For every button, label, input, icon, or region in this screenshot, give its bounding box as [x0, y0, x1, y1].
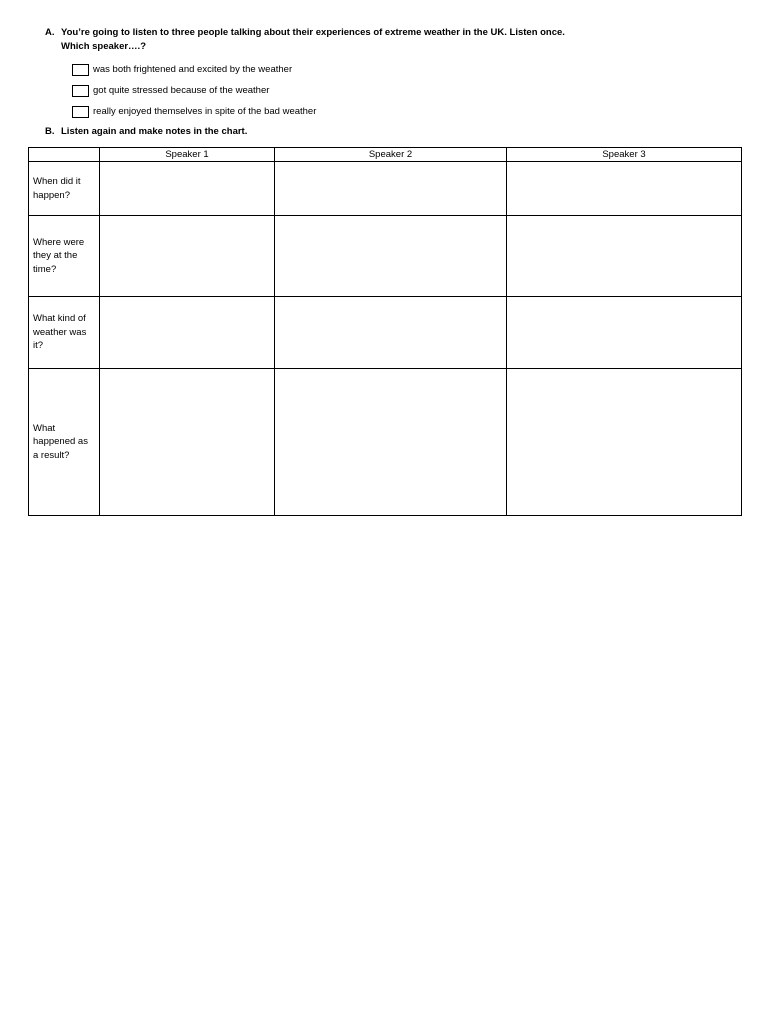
- notes-cell-when-speaker-3[interactable]: [507, 162, 742, 216]
- option-row-2: [72, 84, 269, 98]
- chart-row-weather: [29, 297, 742, 369]
- header-speaker-2: Speaker 2: [275, 148, 507, 162]
- chart-row-when: [29, 162, 742, 216]
- section-b-instruction: [45, 125, 247, 138]
- option-2-checkbox[interactable]: [72, 85, 89, 97]
- chart-row-where: [29, 216, 742, 297]
- section-a-letter: A.: [45, 27, 55, 38]
- notes-cell-result-speaker-2[interactable]: [275, 369, 507, 516]
- chart-row-result: [29, 369, 742, 516]
- chart-corner-cell: [29, 148, 100, 162]
- notes-cell-when-speaker-2[interactable]: [275, 162, 507, 216]
- notes-cell-result-speaker-1[interactable]: [100, 369, 275, 516]
- header-speaker-3: Speaker 3: [507, 148, 742, 162]
- section-b-text: Listen again and make notes in the chart.: [61, 126, 248, 137]
- notes-cell-when-speaker-1[interactable]: [100, 162, 275, 216]
- option-1-label: was both frightened and excited by the weather: [93, 64, 293, 75]
- row-label-result: What happened as a result?: [29, 369, 100, 516]
- option-2-label: got quite stressed because of the weather: [93, 85, 270, 96]
- row-label-when: When did it happen?: [29, 162, 100, 216]
- option-3-label: really enjoyed themselves in spite of the bad weather: [93, 106, 317, 117]
- option-1-checkbox[interactable]: [72, 64, 89, 76]
- section-b-letter: B.: [45, 126, 55, 137]
- notes-cell-result-speaker-3[interactable]: [507, 369, 742, 516]
- option-row-1: [72, 63, 292, 77]
- section-a-instruction: [45, 26, 565, 39]
- notes-cell-weather-speaker-2[interactable]: [275, 297, 507, 369]
- chart-header-row: [29, 148, 742, 162]
- notes-cell-weather-speaker-1[interactable]: [100, 297, 275, 369]
- option-3-checkbox[interactable]: [72, 106, 89, 118]
- header-speaker-1: Speaker 1: [100, 148, 275, 162]
- notes-cell-where-speaker-1[interactable]: [100, 216, 275, 297]
- row-label-where: Where were they at the time?: [29, 216, 100, 297]
- notes-chart: [28, 147, 742, 516]
- notes-cell-weather-speaker-3[interactable]: [507, 297, 742, 369]
- notes-cell-where-speaker-2[interactable]: [275, 216, 507, 297]
- notes-cell-where-speaker-3[interactable]: [507, 216, 742, 297]
- row-label-weather: What kind of weather was it?: [29, 297, 100, 369]
- section-a-question: Which speaker….?: [61, 41, 146, 52]
- section-a-line1: You’re going to listen to three people talking about their experiences of extreme weather in the UK. Listen once.: [61, 27, 565, 38]
- option-row-3: [72, 105, 316, 119]
